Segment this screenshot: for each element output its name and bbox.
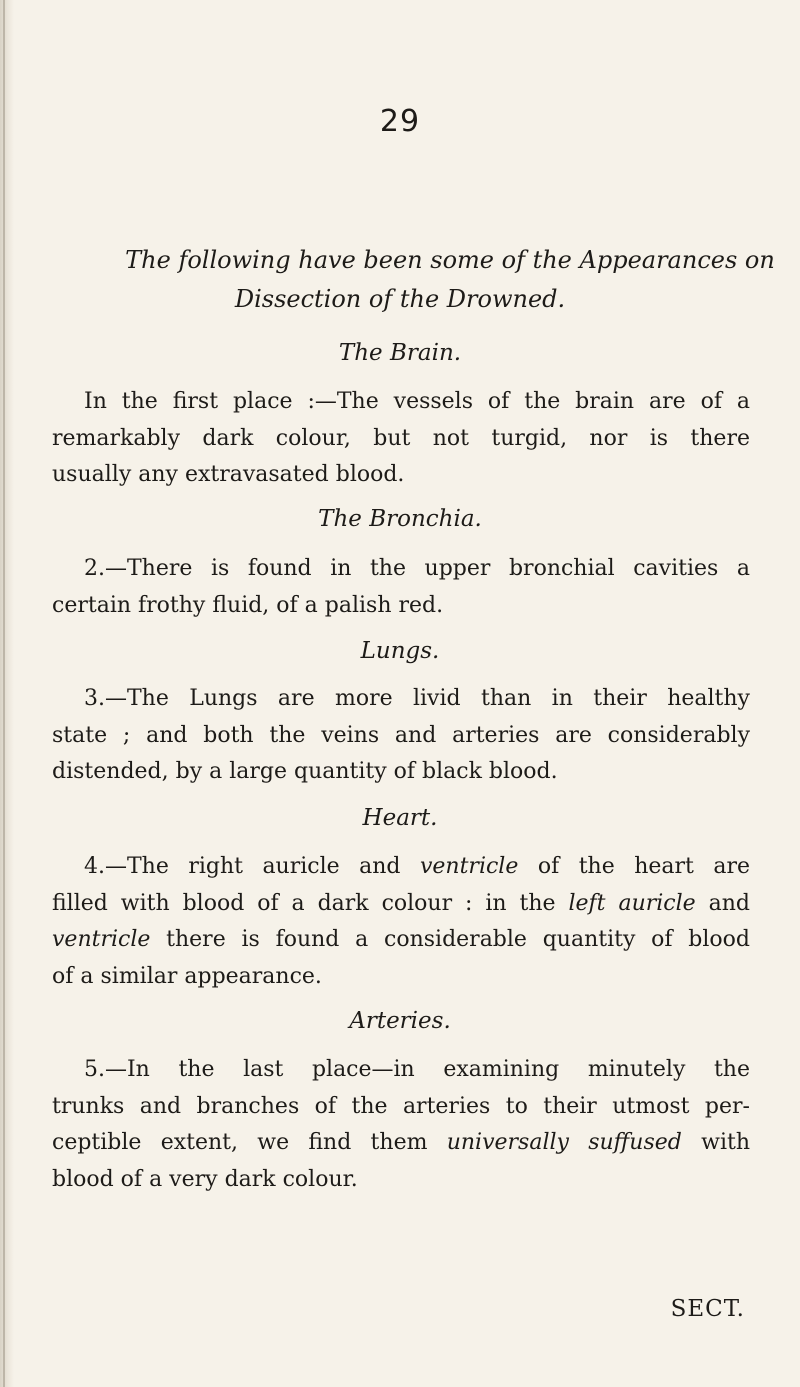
text-run: 4.—The right auricle and	[84, 854, 420, 879]
paragraph-line: of a similar appearance.	[52, 963, 322, 989]
text-run: of the heart are	[518, 854, 750, 879]
page-gutter	[0, 0, 14, 1387]
paragraph-heart	[52, 849, 750, 995]
paragraph-line: certain frothy fluid, of a palish red.	[52, 592, 444, 618]
paragraph-line: distended, by a large quantity of black blood.	[52, 759, 558, 784]
heading-arteries: Arteries.	[349, 1008, 451, 1034]
paragraph-line: In the first place :—The vessels of the brain are of a	[84, 389, 750, 414]
text-run: ceptible extent, we find them	[52, 1130, 447, 1155]
page-number: 29	[379, 104, 421, 139]
paragraph-line: state ; and both the veins and arteries are considerably	[52, 722, 750, 748]
gutter-line	[3, 0, 5, 1387]
catchword: SECT.	[670, 1296, 745, 1322]
text-run: there is found a considerable quantity of blood	[150, 927, 750, 952]
title-line-1: The following have been some of the Appearances on	[125, 246, 775, 274]
paragraph-line: 3.—The Lungs are more livid than in their healthy	[84, 686, 750, 711]
paragraph-line: usually any extravasated blood.	[52, 462, 405, 487]
heading-heart: Heart.	[362, 805, 438, 831]
paragraph-line	[52, 886, 750, 923]
paragraph-bronchia	[52, 551, 750, 624]
paragraph-line	[52, 849, 750, 886]
text-run: with	[681, 1130, 750, 1155]
italic-term: ventricle	[419, 854, 519, 879]
text-run: and	[695, 890, 750, 916]
italic-term: ventricle	[52, 927, 151, 952]
paragraph-lungs	[52, 681, 750, 791]
text-run: filled with blood of a dark colour : in the	[52, 890, 569, 916]
paragraph-line	[52, 922, 750, 959]
paragraph-line: 2.—There is found in the upper bronchial cavities a	[84, 556, 750, 581]
paragraph-arteries	[52, 1052, 750, 1198]
heading-bronchia: The Bronchia.	[318, 506, 482, 532]
heading-brain: The Brain.	[338, 340, 462, 366]
paragraph-line: blood of a very dark colour.	[52, 1166, 358, 1192]
paragraph-line: 5.—In the last place—in examining minutely the	[84, 1057, 750, 1082]
italic-term: left auricle	[568, 890, 696, 916]
paragraph-brain	[52, 384, 750, 494]
heading-lungs: Lungs.	[360, 638, 440, 664]
paragraph-line: remarkably dark colour, but not turgid, nor is there	[52, 425, 750, 451]
italic-term: universally suffused	[446, 1130, 682, 1155]
title-line-2: Dissection of the Drowned.	[234, 285, 566, 313]
paragraph-line: trunks and branches of the arteries to their utmost per-	[52, 1093, 750, 1119]
paragraph-line	[52, 1125, 750, 1162]
